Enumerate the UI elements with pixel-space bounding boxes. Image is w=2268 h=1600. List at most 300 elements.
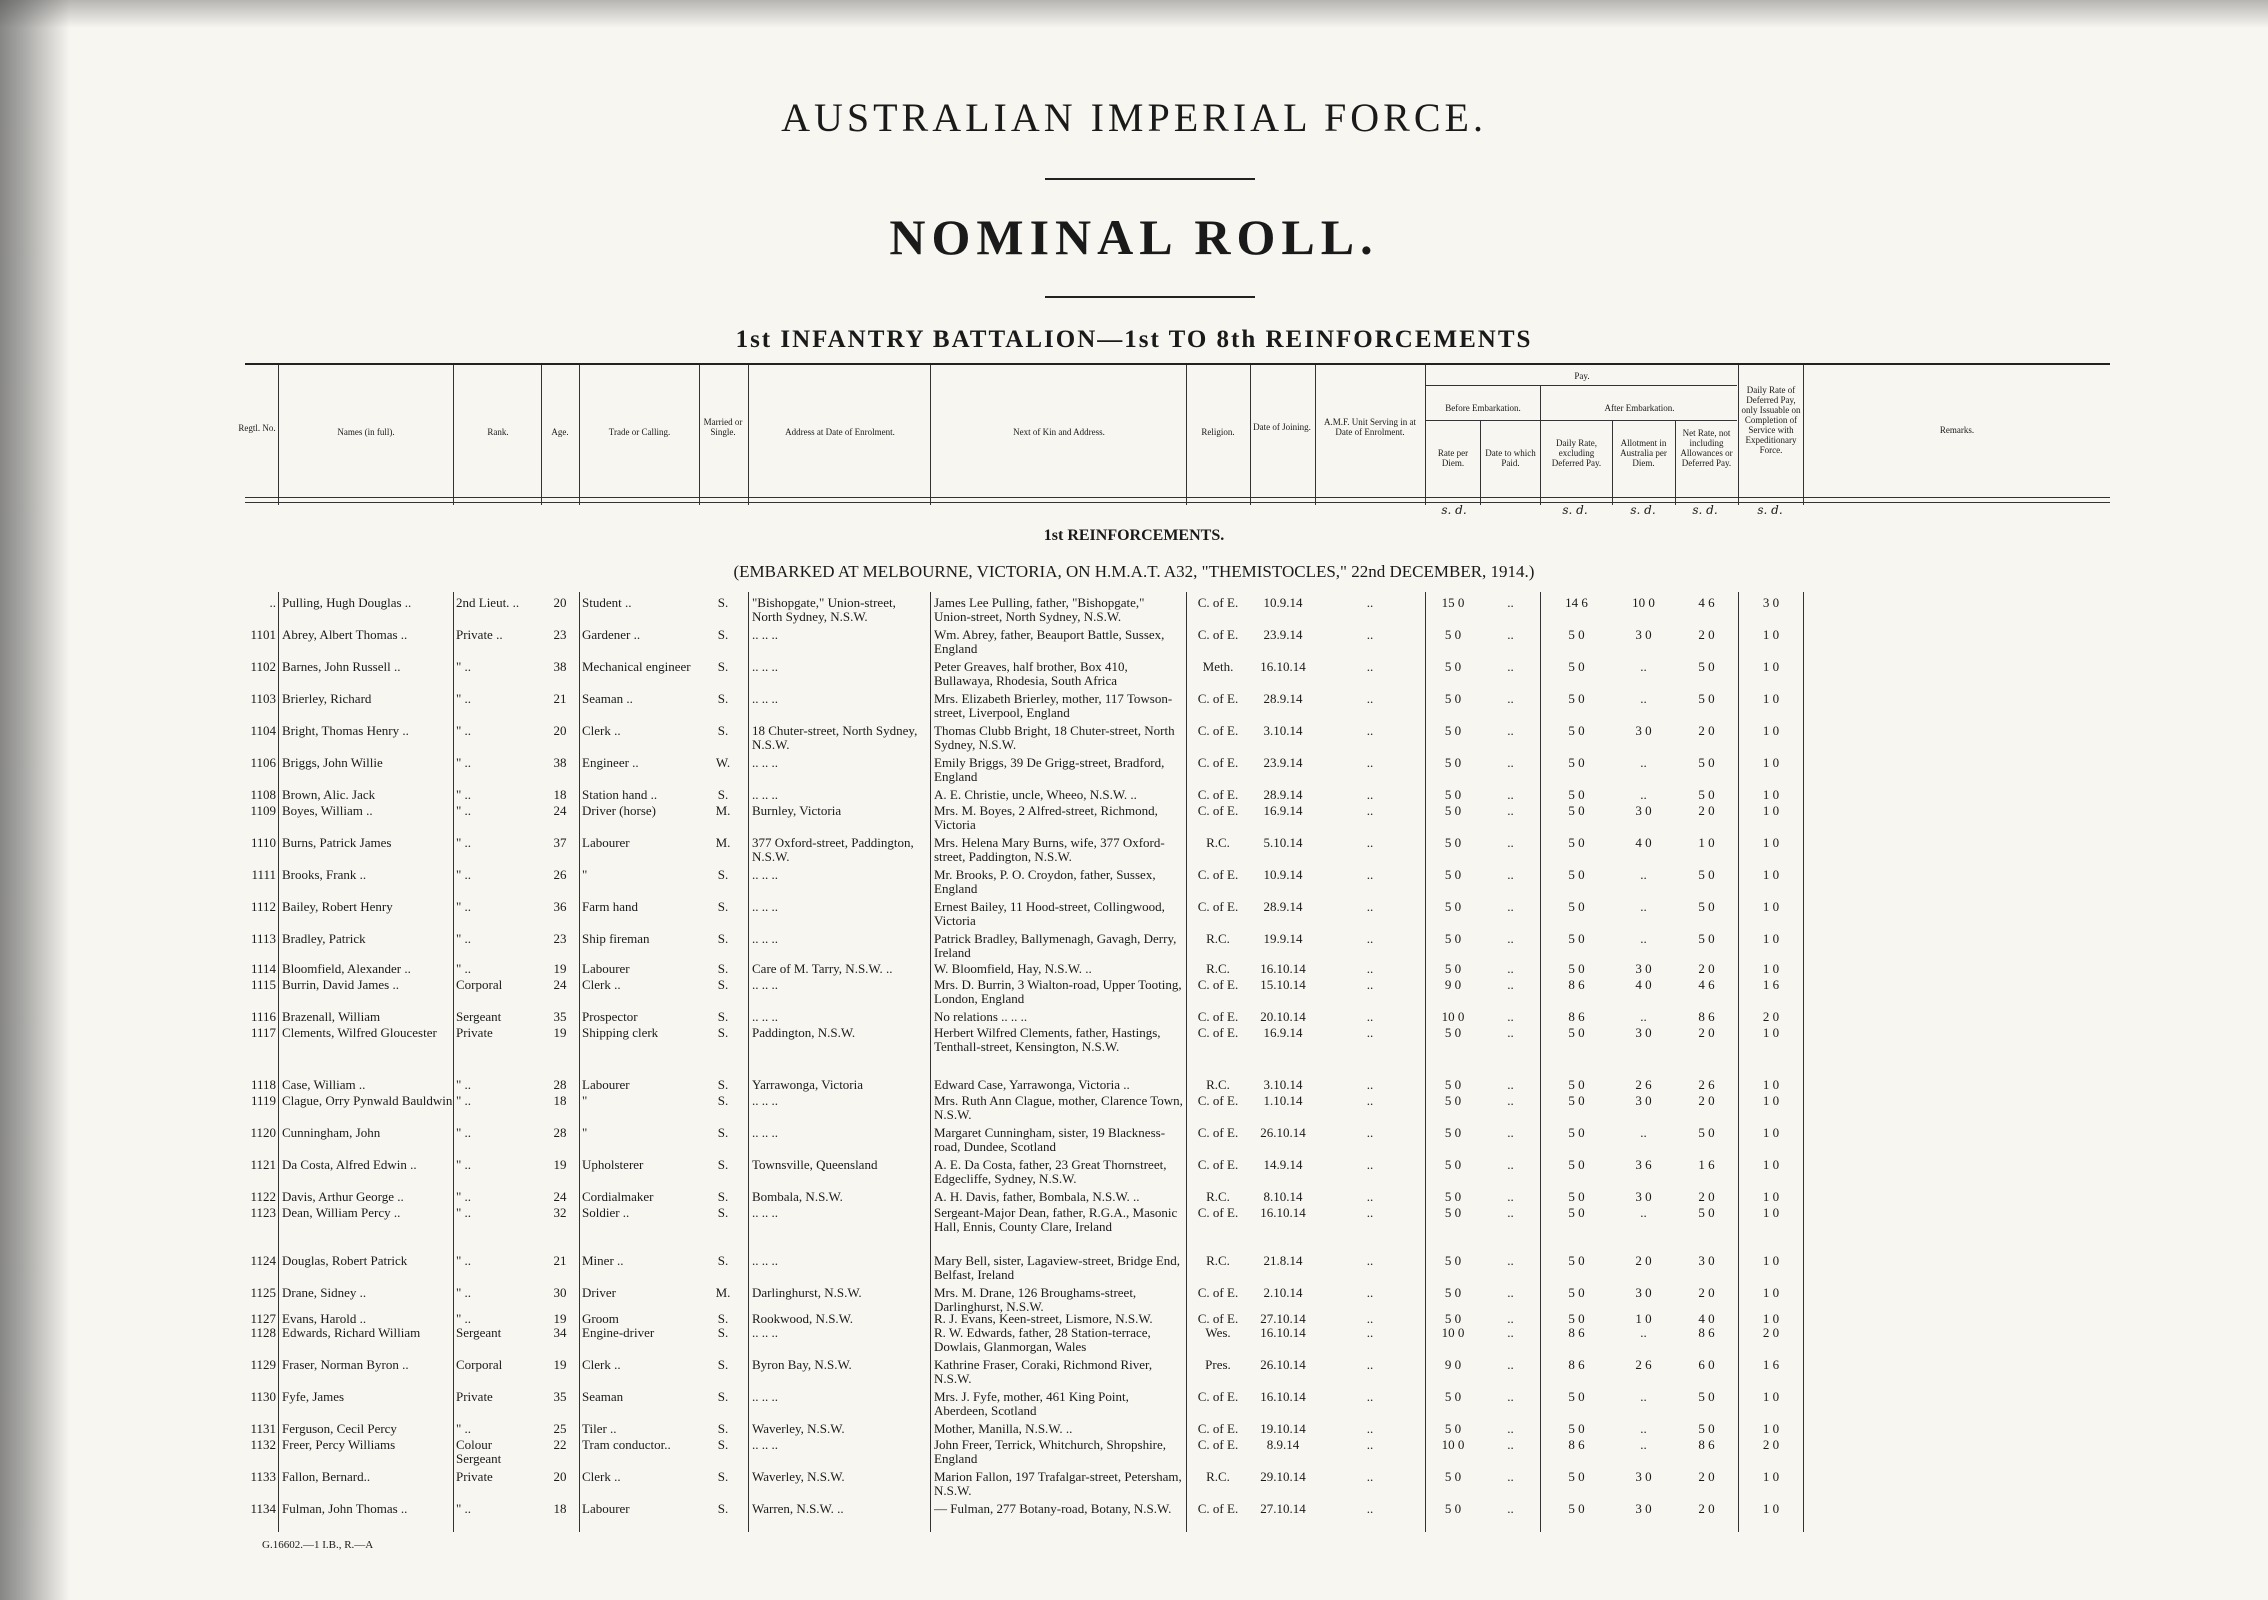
col-age: Age.: [551, 427, 569, 437]
cell-def: 1 6: [1762, 977, 1780, 992]
cell-rank: " ..: [456, 1077, 472, 1092]
cell-net: 3 0: [1698, 1253, 1715, 1268]
cell-rel: C. of E.: [1197, 1437, 1239, 1452]
cell-kin: Mrs. Elizabeth Brierley, mother, 117 Towson-street, Liverpool, England: [934, 691, 1173, 720]
cell-amf: ..: [1366, 1389, 1374, 1404]
cell-allot: 3 0: [1635, 1501, 1652, 1516]
cell-date: 10.9.14: [1263, 595, 1303, 610]
cell-age: 21: [553, 691, 567, 706]
cell-ms: S.: [717, 691, 729, 706]
table-row: [0, 1358, 2268, 1390]
cell-paid: ..: [1507, 1125, 1514, 1140]
cell-rank: " ..: [456, 659, 472, 674]
cell-date: 19.9.14: [1263, 931, 1303, 946]
cell-age: 24: [553, 977, 567, 992]
cell-rank: Private: [456, 1389, 493, 1404]
cell-def: 1 0: [1762, 1253, 1780, 1268]
cell-rel: C. of E.: [1197, 977, 1239, 992]
cell-kin: No relations .. .. ..: [934, 1009, 1028, 1024]
cell-rel: C. of E.: [1197, 1025, 1239, 1040]
cell-addr: .. .. ..: [752, 691, 778, 706]
col-religion: Religion.: [1201, 427, 1235, 437]
cell-rank: " ..: [456, 1125, 472, 1140]
cell-def: 1 0: [1762, 627, 1780, 642]
cell-age: 28: [553, 1077, 567, 1092]
cell-rate: 10 0: [1441, 1437, 1465, 1452]
cell-daily: 5 0: [1568, 1125, 1585, 1140]
cell-def: 1 0: [1762, 1025, 1780, 1040]
cell-rel: R.C.: [1206, 931, 1230, 946]
cell-date: 8.10.14: [1263, 1189, 1303, 1204]
cell-no: 1103: [250, 691, 276, 706]
cell-daily: 5 0: [1568, 899, 1585, 914]
cell-rate: 5 0: [1444, 1311, 1462, 1326]
cell-name: Cunningham, John: [282, 1125, 381, 1140]
cell-rate: 5 0: [1444, 1469, 1462, 1484]
col-divider: [1612, 420, 1613, 505]
cell-net: 1 0: [1698, 835, 1715, 850]
cell-amf: ..: [1366, 1253, 1374, 1268]
cell-net: 4 0: [1698, 1311, 1715, 1326]
cell-allot: 2 6: [1635, 1357, 1652, 1372]
cell-net: 1 6: [1698, 1157, 1715, 1172]
cell-rank: " ..: [456, 961, 472, 976]
cell-rank: " ..: [456, 1205, 472, 1220]
cell-trade: Driver (horse): [582, 803, 656, 818]
cell-rank: " ..: [456, 1501, 472, 1516]
cell-name: Briggs, John Willie: [282, 755, 383, 770]
cell-rank: Private ..: [456, 627, 503, 642]
col-rank: Rank.: [487, 427, 509, 437]
embark-subrule: [1425, 420, 1737, 421]
cell-rel: C. of E.: [1197, 723, 1239, 738]
table-row: [0, 1126, 2268, 1158]
cell-addr: .. .. ..: [752, 899, 778, 914]
cell-addr: Byron Bay, N.S.W.: [752, 1357, 852, 1372]
cell-def: 1 0: [1762, 961, 1780, 976]
cell-amf: ..: [1366, 1437, 1374, 1452]
cell-allot: 2 6: [1635, 1077, 1652, 1092]
cell-rel: C. of E.: [1197, 867, 1239, 882]
cell-trade: Clerk ..: [582, 977, 621, 992]
cell-def: 1 0: [1762, 723, 1780, 738]
cell-rank: " ..: [456, 1253, 472, 1268]
cell-addr: 377 Oxford-street, Paddington, N.S.W.: [752, 835, 914, 864]
cell-allot: 3 0: [1635, 723, 1652, 738]
cell-ms: W.: [715, 755, 731, 770]
cell-trade: Soldier ..: [582, 1205, 630, 1220]
cell-rank: " ..: [456, 1157, 472, 1172]
cell-rate: 5 0: [1444, 1077, 1462, 1092]
cell-rel: R.C.: [1206, 1077, 1230, 1092]
col-date-paid: Date to which Paid.: [1485, 448, 1536, 468]
cell-rel: C. of E.: [1197, 691, 1239, 706]
cell-daily: 5 0: [1568, 1093, 1585, 1108]
cell-kin: Mrs. D. Burrin, 3 Wialton-road, Upper Tooting, London, England: [934, 977, 1182, 1006]
cell-rank: " ..: [456, 691, 472, 706]
cell-paid: ..: [1507, 931, 1514, 946]
cell-rate: 5 0: [1444, 659, 1462, 674]
cell-rel: R.C.: [1206, 961, 1230, 976]
cell-addr: .. .. ..: [752, 977, 778, 992]
cell-rel: C. of E.: [1197, 899, 1239, 914]
cell-age: 19: [553, 1311, 567, 1326]
cell-rank: " ..: [456, 1421, 472, 1436]
cell-date: 14.9.14: [1263, 1157, 1303, 1172]
cell-name: Bailey, Robert Henry: [282, 899, 393, 914]
cell-rel: C. of E.: [1197, 803, 1239, 818]
cell-name: Davis, Arthur George ..: [282, 1189, 404, 1204]
cell-rel: R.C.: [1206, 1189, 1230, 1204]
cell-kin: Mrs. M. Drane, 126 Broughams-street, Darlinghurst, N.S.W.: [934, 1285, 1137, 1314]
table-row: [0, 978, 2268, 1010]
cell-name: Fallon, Bernard..: [282, 1469, 371, 1484]
cell-addr: Townsville, Queensland: [752, 1157, 878, 1172]
cell-paid: ..: [1507, 1311, 1514, 1326]
document-subtitle: NOMINAL ROLL.: [889, 209, 1379, 265]
table-row: [0, 1206, 2268, 1238]
scan-top-shadow: [0, 0, 2268, 28]
cell-rate: 5 0: [1444, 835, 1462, 850]
cell-addr: .. .. ..: [752, 755, 778, 770]
cell-rate: 5 0: [1444, 931, 1462, 946]
cell-paid: ..: [1507, 835, 1514, 850]
embarkation-note: (EMBARKED AT MELBOURNE, VICTORIA, ON H.M.A.T. A32, "THEMISTOCLES," 22nd DECEMBER, 1914.): [733, 562, 1535, 581]
cell-paid: ..: [1507, 691, 1514, 706]
cell-name: Bradley, Patrick: [282, 931, 366, 946]
cell-no: 1130: [250, 1389, 276, 1404]
cell-no: 1129: [250, 1357, 276, 1372]
cell-rank: " ..: [456, 803, 472, 818]
cell-net: 2 0: [1698, 1189, 1715, 1204]
cell-age: 30: [553, 1285, 567, 1300]
cell-amf: ..: [1366, 977, 1374, 992]
cell-allot: 4 0: [1635, 835, 1652, 850]
cell-rate: 9 0: [1444, 1357, 1462, 1372]
cell-no: 1106: [250, 755, 276, 770]
cell-rank: Corporal: [456, 1357, 503, 1372]
cell-rel: C. of E.: [1197, 787, 1239, 802]
cell-rate: 5 0: [1444, 723, 1462, 738]
cell-name: Bright, Thomas Henry ..: [282, 723, 409, 738]
cell-ms: S.: [717, 1325, 729, 1340]
cell-daily: 5 0: [1568, 755, 1585, 770]
unit-label: s. d.: [1562, 503, 1588, 517]
cell-date: 10.9.14: [1263, 867, 1303, 882]
cell-rate: 5 0: [1444, 899, 1462, 914]
cell-age: 21: [553, 1253, 567, 1268]
table-row: [0, 1094, 2268, 1126]
cell-age: 19: [553, 1157, 567, 1172]
cell-def: 1 0: [1762, 1389, 1780, 1404]
cell-no: 1111: [251, 867, 276, 882]
cell-no: 1116: [250, 1009, 276, 1024]
cell-name: Fraser, Norman Byron ..: [282, 1357, 409, 1372]
cell-allot: 3 0: [1635, 1469, 1652, 1484]
cell-addr: .. .. ..: [752, 1009, 778, 1024]
cell-ms: M.: [715, 1285, 731, 1300]
cell-paid: ..: [1507, 977, 1514, 992]
cell-paid: ..: [1507, 595, 1514, 610]
cell-no: 1117: [250, 1025, 276, 1040]
cell-date: 19.10.14: [1260, 1421, 1306, 1436]
cell-kin: Mr. Brooks, P. O. Croydon, father, Sussex, England: [934, 867, 1156, 896]
cell-net: 5 0: [1698, 691, 1715, 706]
cell-date: 5.10.14: [1263, 835, 1303, 850]
cell-no: 1101: [250, 627, 276, 642]
cell-daily: 5 0: [1568, 1469, 1585, 1484]
cell-daily: 5 0: [1568, 835, 1585, 850]
cell-age: 32: [553, 1205, 567, 1220]
cell-kin: R. W. Edwards, father, 28 Station-terrace, Dowlais, Glanmorgan, Wales: [934, 1325, 1151, 1354]
cell-kin: A. H. Davis, father, Bombala, N.S.W. ..: [934, 1189, 1140, 1204]
cell-paid: ..: [1507, 1025, 1514, 1040]
cell-allot: ..: [1640, 1437, 1647, 1452]
cell-trade: Clerk ..: [582, 1469, 621, 1484]
col-divider: [1738, 365, 1739, 505]
cell-trade: Gardener ..: [582, 627, 641, 642]
cell-daily: 5 0: [1568, 1189, 1585, 1204]
cell-date: 16.10.14: [1260, 961, 1306, 976]
cell-rel: C. of E.: [1197, 627, 1239, 642]
cell-trade: Tram conductor..: [582, 1437, 671, 1452]
cell-no: 1133: [250, 1469, 276, 1484]
cell-name: Brooks, Frank ..: [282, 867, 367, 882]
cell-net: 5 0: [1698, 1125, 1715, 1140]
cell-trade: ": [582, 1093, 588, 1108]
cell-age: 18: [553, 787, 567, 802]
cell-rate: 5 0: [1444, 961, 1462, 976]
cell-addr: Darlinghurst, N.S.W.: [752, 1285, 862, 1300]
cell-def: 1 0: [1762, 931, 1780, 946]
cell-age: 22: [553, 1437, 567, 1452]
cell-def: 1 0: [1762, 1469, 1780, 1484]
cell-age: 25: [553, 1421, 567, 1436]
table-row: [0, 1390, 2268, 1422]
cell-paid: ..: [1507, 723, 1514, 738]
cell-daily: 5 0: [1568, 931, 1585, 946]
cell-ms: S.: [717, 1077, 729, 1092]
cell-rank: " ..: [456, 755, 472, 770]
cell-paid: ..: [1507, 1205, 1514, 1220]
cell-ms: S.: [717, 627, 729, 642]
cell-amf: ..: [1366, 1025, 1374, 1040]
cell-daily: 5 0: [1568, 1501, 1585, 1516]
cell-addr: Bombala, N.S.W.: [752, 1189, 843, 1204]
table-row: [0, 692, 2268, 724]
cell-no: ..: [269, 595, 276, 610]
cell-amf: ..: [1366, 835, 1374, 850]
cell-amf: ..: [1366, 723, 1374, 738]
cell-amf: ..: [1366, 1093, 1374, 1108]
cell-net: 5 0: [1698, 899, 1715, 914]
cell-rank: " ..: [456, 1093, 472, 1108]
cell-paid: ..: [1507, 867, 1514, 882]
cell-name: Bloomfield, Alexander ..: [282, 961, 411, 976]
cell-ms: S.: [717, 1125, 729, 1140]
cell-rel: C. of E.: [1197, 1501, 1239, 1516]
cell-ms: S.: [717, 1025, 729, 1040]
cell-name: Abrey, Albert Thomas ..: [282, 627, 408, 642]
cell-date: 16.9.14: [1263, 803, 1303, 818]
cell-ms: S.: [717, 1469, 729, 1484]
cell-trade: Groom: [582, 1311, 619, 1326]
cell-paid: ..: [1507, 659, 1514, 674]
cell-trade: Cordialmaker: [582, 1189, 654, 1204]
cell-amf: ..: [1366, 899, 1374, 914]
cell-daily: 8 6: [1568, 977, 1585, 992]
cell-date: 26.10.14: [1260, 1125, 1306, 1140]
cell-net: 5 0: [1698, 1205, 1715, 1220]
cell-addr: Burnley, Victoria: [752, 803, 842, 818]
cell-rate: 5 0: [1444, 1205, 1462, 1220]
table-row: [0, 756, 2268, 788]
subtitle-rule: [1045, 296, 1255, 298]
document-title: AUSTRALIAN IMPERIAL FORCE.: [781, 95, 1487, 140]
cell-ms: S.: [717, 1357, 729, 1372]
cell-no: 1112: [250, 899, 276, 914]
cell-paid: ..: [1507, 1253, 1514, 1268]
cell-amf: ..: [1366, 1009, 1374, 1024]
cell-date: 29.10.14: [1260, 1469, 1306, 1484]
table-row: [0, 660, 2268, 692]
cell-ms: S.: [717, 1189, 729, 1204]
cell-allot: ..: [1640, 1389, 1647, 1404]
cell-age: 28: [553, 1125, 567, 1140]
cell-addr: .. .. ..: [752, 1205, 778, 1220]
cell-name: Case, William ..: [282, 1077, 366, 1092]
cell-ms: S.: [717, 1437, 729, 1452]
cell-ms: M.: [715, 835, 731, 850]
cell-daily: 8 6: [1568, 1437, 1585, 1452]
cell-daily: 14 6: [1565, 595, 1588, 610]
cell-daily: 5 0: [1568, 867, 1585, 882]
cell-allot: ..: [1640, 691, 1647, 706]
cell-ms: S.: [717, 1205, 729, 1220]
cell-name: Freer, Percy Williams: [282, 1437, 396, 1452]
cell-addr: Waverley, N.S.W.: [752, 1421, 845, 1436]
cell-ms: S.: [717, 867, 729, 882]
cell-daily: 5 0: [1568, 1253, 1585, 1268]
cell-allot: 3 0: [1635, 1285, 1652, 1300]
cell-rank: " ..: [456, 1189, 472, 1204]
cell-rank: " ..: [456, 899, 472, 914]
cell-trade: ": [582, 1125, 588, 1140]
cell-net: 5 0: [1698, 867, 1715, 882]
cell-net: 4 6: [1698, 595, 1715, 610]
cell-def: 2 0: [1762, 1437, 1780, 1452]
cell-no: 1113: [250, 931, 276, 946]
col-deferred-pay: Daily Rate of Deferred Pay, only Issuable on Completion of Service with Expeditionary Force.: [1741, 385, 1801, 455]
cell-allot: ..: [1640, 899, 1647, 914]
cell-name: Brierley, Richard: [282, 691, 372, 706]
unit-label: s. d.: [1441, 503, 1467, 517]
col-address: Address at Date of Enrolment.: [785, 427, 895, 437]
col-divider: [541, 365, 542, 505]
col-divider: [748, 365, 749, 505]
cell-date: 28.9.14: [1263, 787, 1303, 802]
col-regtl-no: Regtl. No.: [238, 423, 276, 433]
cell-ms: S.: [717, 1311, 729, 1326]
cell-name: Douglas, Robert Patrick: [282, 1253, 408, 1268]
cell-name: Brown, Alic. Jack: [282, 787, 376, 802]
cell-name: Edwards, Richard William: [282, 1325, 421, 1340]
cell-rate: 10 0: [1441, 1009, 1465, 1024]
cell-trade: Upholsterer: [582, 1157, 644, 1172]
cell-net: 2 0: [1698, 961, 1715, 976]
cell-def: 1 0: [1762, 867, 1780, 882]
col-net-rate: Net Rate, not including Allowances or Deferred Pay.: [1680, 428, 1733, 468]
col-divider: [1425, 365, 1426, 505]
cell-paid: ..: [1507, 1389, 1514, 1404]
cell-def: 1 0: [1762, 1501, 1780, 1516]
cell-date: 2.10.14: [1263, 1285, 1303, 1300]
cell-amf: ..: [1366, 1077, 1374, 1092]
cell-paid: ..: [1507, 899, 1514, 914]
cell-daily: 8 6: [1568, 1009, 1585, 1024]
cell-date: 16.10.14: [1260, 659, 1306, 674]
cell-def: 2 0: [1762, 1325, 1780, 1340]
cell-no: 1132: [250, 1437, 276, 1452]
cell-net: 5 0: [1698, 755, 1715, 770]
table-row: [0, 1158, 2268, 1190]
cell-paid: ..: [1507, 1501, 1514, 1516]
cell-rank: Sergeant: [456, 1009, 502, 1024]
cell-daily: 5 0: [1568, 723, 1585, 738]
cell-trade: Clerk ..: [582, 723, 621, 738]
cell-ms: S.: [717, 1421, 729, 1436]
table-row: [0, 628, 2268, 660]
cell-date: 28.9.14: [1263, 899, 1303, 914]
cell-trade: Ship fireman: [582, 931, 650, 946]
cell-daily: 5 0: [1568, 659, 1585, 674]
cell-def: 1 0: [1762, 1077, 1780, 1092]
cell-trade: Clerk ..: [582, 1357, 621, 1372]
cell-addr: .. .. ..: [752, 931, 778, 946]
cell-amf: ..: [1366, 1189, 1374, 1204]
cell-net: 8 6: [1698, 1437, 1715, 1452]
cell-rank: " ..: [456, 787, 472, 802]
cell-allot: ..: [1640, 931, 1647, 946]
cell-kin: — Fulman, 277 Botany-road, Botany, N.S.W.: [934, 1501, 1172, 1516]
col-divider: [278, 365, 279, 505]
cell-age: 35: [553, 1389, 567, 1404]
cell-net: 5 0: [1698, 1421, 1715, 1436]
cell-addr: "Bishopgate," Union-street, North Sydney, N.S.W.: [752, 595, 896, 624]
cell-net: 5 0: [1698, 659, 1715, 674]
cell-date: 20.10.14: [1260, 1009, 1306, 1024]
cell-amf: ..: [1366, 627, 1374, 642]
cell-date: 1.10.14: [1263, 1093, 1303, 1108]
cell-name: Boyes, William ..: [282, 803, 373, 818]
cell-no: 1115: [250, 977, 276, 992]
cell-addr: .. .. ..: [752, 1437, 778, 1452]
col-remarks: Remarks.: [1939, 425, 1975, 435]
cell-kin: Thomas Clubb Bright, 18 Chuter-street, North Sydney, N.S.W.: [934, 723, 1175, 752]
cell-date: 28.9.14: [1263, 691, 1303, 706]
cell-amf: ..: [1366, 1421, 1374, 1436]
cell-age: 20: [553, 1469, 567, 1484]
cell-amf: ..: [1366, 803, 1374, 818]
cell-age: 24: [553, 1189, 567, 1204]
cell-rate: 5 0: [1444, 691, 1462, 706]
cell-addr: Waverley, N.S.W.: [752, 1469, 845, 1484]
cell-rate: 5 0: [1444, 1389, 1462, 1404]
cell-amf: ..: [1366, 867, 1374, 882]
cell-ms: M.: [715, 803, 731, 818]
cell-def: 2 0: [1762, 1009, 1780, 1024]
table-row: [0, 1026, 2268, 1058]
